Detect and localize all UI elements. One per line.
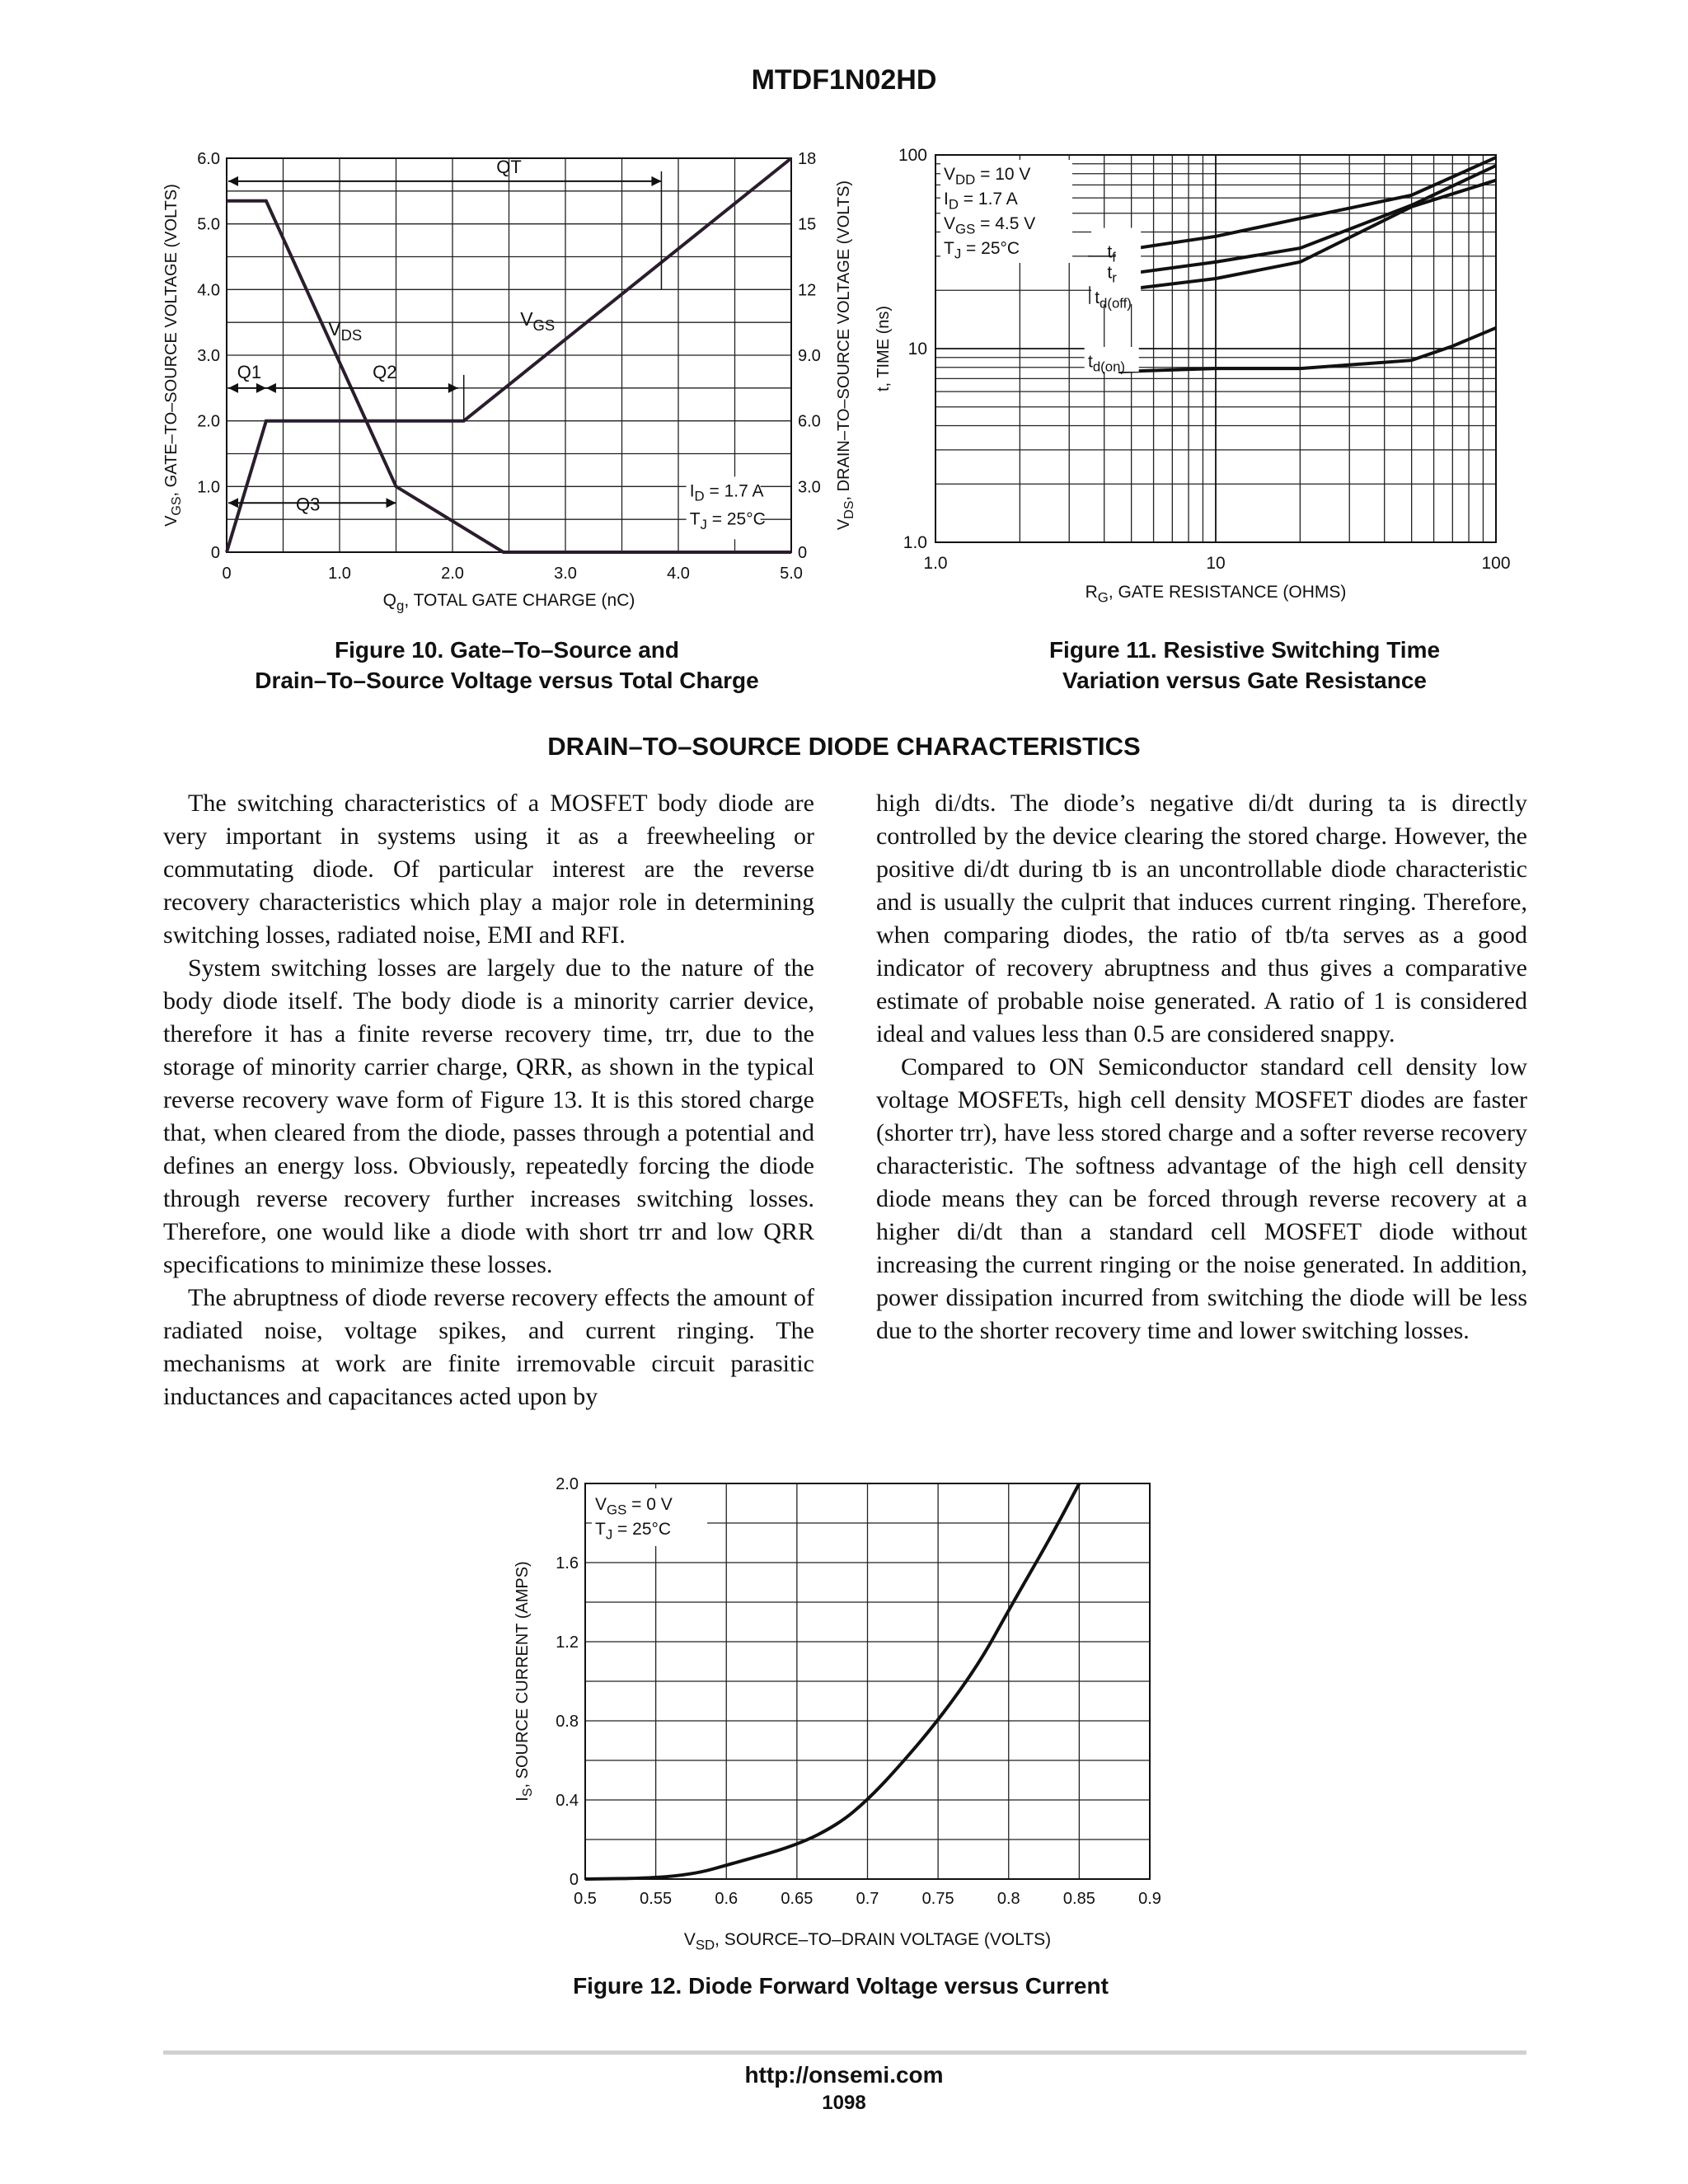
x-tick-label: 0.9 bbox=[1138, 1890, 1161, 1908]
paragraph: Compared to ON Semiconductor standard cell density low voltage MOSFETs, high cell density MOSFET diodes are faster (shorter trr), have less stored charge and a softer reverse recovery characteristic. The softness advantage of the high cell density diode means they can be forced through reverse recovery at a higher di/dt than a standard cell MOSFET diode without increasing the current ringing or the noise generated. In addition, power dissipation incurred from switching the diode will be less due to the shorter recovery time and lower switching losses. bbox=[876, 1053, 1527, 1344]
y-right-tick-label: 12 bbox=[798, 281, 817, 300]
figure-10-caption-line2: Drain–To–Source Voltage versus Total Charge bbox=[255, 668, 759, 693]
x-tick-label: 0.55 bbox=[640, 1890, 673, 1908]
condition-text: $T_J = 25^\circ C$ bbox=[944, 239, 1020, 262]
x-tick-label: 5.0 bbox=[780, 565, 803, 583]
condition-text: $V_{DD} = 10$ V bbox=[944, 165, 1031, 188]
series-label-vgs: $V_{GS}$ bbox=[520, 308, 556, 334]
y-right-tick-label: 9.0 bbox=[798, 347, 821, 365]
figure-11-caption bbox=[964, 635, 1525, 696]
x-tick-label: 100 bbox=[1481, 554, 1511, 573]
figure-11-caption-line2: Variation versus Gate Resistance bbox=[1062, 668, 1427, 693]
q1-label: Q1 bbox=[237, 361, 262, 382]
series-label-tdon: $t_{d(on)}$ bbox=[1087, 352, 1126, 375]
figure-10 bbox=[157, 140, 857, 626]
x-axis-title: $V_{SD}$, SOURCE–TO–DRAIN VOLTAGE (VOLTS) bbox=[683, 1930, 1052, 1953]
q2-arrow-head bbox=[266, 383, 276, 393]
series-line-tdon bbox=[1118, 328, 1496, 372]
x-axis-title: $Q_g$, TOTAL GATE CHARGE (nC) bbox=[382, 591, 635, 614]
paragraph: The abruptness of diode reverse recovery effects the amount of radiated noise, voltage spikes, and current ringing. The mechanisms at work are finite irremovable circuit parasitic inductances and capacitances acted upon by bbox=[163, 1284, 814, 1410]
y-tick-label: 0.8 bbox=[556, 1713, 579, 1731]
paragraph: The switching characteristics of a MOSFET body diode are very important in systems using it as a freewheeling or commutating diode. Of particular interest are the reverse recovery characteristics which play a major role in determining switching losses, radiated noise, EMI and RFI. bbox=[163, 790, 814, 949]
q1-arrow-head bbox=[228, 383, 238, 393]
x-tick-label: 0.8 bbox=[996, 1890, 1020, 1908]
y-left-tick-label: 2.0 bbox=[197, 412, 220, 431]
figure-11-caption-line1: Figure 11. Resistive Switching Time bbox=[1048, 637, 1441, 663]
y-tick-label: 1.2 bbox=[556, 1633, 579, 1652]
qt-arrow-head bbox=[228, 176, 238, 186]
x-tick-label: 0.6 bbox=[715, 1890, 738, 1908]
y-right-axis-title: $V_{DS}$, DRAIN–TO–SOURCE VOLTAGE (VOLTS) bbox=[835, 180, 856, 531]
y-tick-label: 0 bbox=[569, 1871, 579, 1889]
q3-arrow-head bbox=[228, 498, 238, 508]
x-tick-label: 1.0 bbox=[328, 565, 351, 583]
y-left-tick-label: 0 bbox=[210, 544, 220, 562]
text-column-left bbox=[163, 787, 814, 1413]
page-header: MTDF1N02HD bbox=[751, 64, 937, 96]
y-tick-label: 10 bbox=[907, 340, 927, 359]
q1-arrow-head bbox=[256, 383, 266, 393]
x-tick-label: 0.5 bbox=[574, 1890, 597, 1908]
y-right-tick-label: 0 bbox=[798, 544, 808, 562]
q2-label: Q2 bbox=[373, 361, 397, 382]
condition-text: $T_J = 25^\circ C$ bbox=[689, 509, 766, 532]
x-tick-label: 10 bbox=[1206, 554, 1226, 573]
x-tick-label: 3.0 bbox=[554, 565, 577, 583]
q2-arrow-head bbox=[448, 383, 458, 393]
x-tick-label: 0.85 bbox=[1062, 1890, 1095, 1908]
figure-10-caption bbox=[157, 635, 857, 696]
y-tick-label: 2.0 bbox=[556, 1475, 579, 1493]
y-right-tick-label: 6.0 bbox=[798, 412, 821, 431]
y-axis-title: $I_S$, SOURCE CURRENT (AMPS) bbox=[513, 1561, 535, 1802]
qt-label: QT bbox=[496, 156, 522, 177]
y-tick-label: 100 bbox=[898, 146, 927, 165]
series-line-tf bbox=[1118, 157, 1496, 251]
x-tick-label: 0.75 bbox=[921, 1890, 954, 1908]
series-label-vds: $V_{DS}$ bbox=[328, 318, 363, 344]
x-tick-label: 0.65 bbox=[781, 1890, 814, 1908]
condition-text: $I_D = 1.7$ A bbox=[944, 190, 1018, 213]
y-left-tick-label: 6.0 bbox=[197, 150, 220, 168]
y-tick-label: 1.6 bbox=[556, 1554, 579, 1572]
x-tick-label: 1.0 bbox=[923, 554, 948, 573]
y-left-tick-label: 5.0 bbox=[197, 215, 220, 234]
paragraph: high di/dts. The diode’s negative di/dt during ta is directly controlled by the device clearing the stored charge. However, the positive di/dt during tb is an uncontrollable diode characteristic and is usually the culprit that induces current ringing. Therefore, when comparing diodes, the ratio of tb/ta serves as a good indicator of recovery abruptness and thus gives a comparative estimate of probable noise generated. A ratio of 1 is considered ideal and values less than 0.5 are considered snappy. bbox=[876, 790, 1527, 1047]
figure-11-chart bbox=[832, 140, 1533, 626]
figure-10-caption-line1: Figure 10. Gate–To–Source and bbox=[334, 637, 680, 663]
footer-link[interactable]: http://onsemi.com bbox=[744, 2062, 944, 2088]
series-label-tf: $t_f$ bbox=[1107, 242, 1116, 265]
section-title: DRAIN–TO–SOURCE DIODE CHARACTERISTICS bbox=[547, 732, 1141, 761]
condition-text: $V_{GS} = 0$ V bbox=[595, 1495, 673, 1518]
series-label-tr: $t_r$ bbox=[1107, 263, 1117, 286]
condition-text: $I_D = 1.7$ A bbox=[689, 481, 764, 504]
x-tick-label: 0.7 bbox=[856, 1890, 879, 1908]
footer-divider bbox=[163, 2050, 1526, 2055]
x-axis-title: $R_G$, GATE RESISTANCE (OHMS) bbox=[1085, 583, 1347, 606]
series-label-tdoff: $t_{d(off)}$ bbox=[1095, 288, 1132, 312]
condition-text: $T_J = 25^\circ C$ bbox=[595, 1520, 672, 1543]
figure-12 bbox=[486, 1467, 1195, 1961]
y-tick-label: 0.4 bbox=[556, 1792, 579, 1810]
condition-text: $V_{GS} = 4.5$ V bbox=[944, 214, 1036, 237]
text-column-right bbox=[876, 787, 1527, 1347]
y-left-tick-label: 1.0 bbox=[197, 478, 220, 497]
qt-arrow-head bbox=[651, 176, 661, 186]
figure-12-chart bbox=[486, 1467, 1195, 1961]
x-tick-label: 0 bbox=[222, 565, 232, 583]
page-number: 1098 bbox=[822, 2092, 866, 2114]
q3-arrow-head bbox=[387, 498, 396, 508]
y-right-tick-label: 15 bbox=[798, 215, 817, 234]
figure-11 bbox=[832, 140, 1533, 626]
x-tick-label: 4.0 bbox=[667, 565, 690, 583]
y-left-tick-label: 4.0 bbox=[197, 281, 220, 300]
figure-10-chart bbox=[157, 140, 857, 626]
y-left-tick-label: 3.0 bbox=[197, 347, 220, 365]
q3-label: Q3 bbox=[295, 494, 321, 515]
y-axis-title: t, TIME (ns) bbox=[874, 305, 893, 392]
y-right-tick-label: 3.0 bbox=[798, 478, 821, 497]
figure-12-caption: Figure 12. Diode Forward Voltage versus Current bbox=[573, 1973, 1109, 1999]
paragraph: System switching losses are largely due to the nature of the body diode itself. The body diode is a minority carrier device, therefore it has a finite reverse recovery time, trr, due to the storage of minority carrier charge, QRR, as shown in the typical reverse recovery wave form of Figure 13. It is this stored charge that, when cleared from the diode, passes through a potential and defines an energy loss. Obviously, repeatedly forcing the diode through reverse recovery further increases switching losses. Therefore, one would like a diode with short trr and low QRR specifications to minimize these losses. bbox=[163, 954, 814, 1278]
y-right-tick-label: 18 bbox=[798, 150, 817, 168]
series-line-tdoff bbox=[1118, 180, 1496, 291]
x-tick-label: 2.0 bbox=[441, 565, 464, 583]
y-tick-label: 1.0 bbox=[903, 533, 927, 552]
y-left-axis-title: $V_{GS}$, GATE–TO–SOURCE VOLTAGE (VOLTS) bbox=[162, 184, 184, 527]
